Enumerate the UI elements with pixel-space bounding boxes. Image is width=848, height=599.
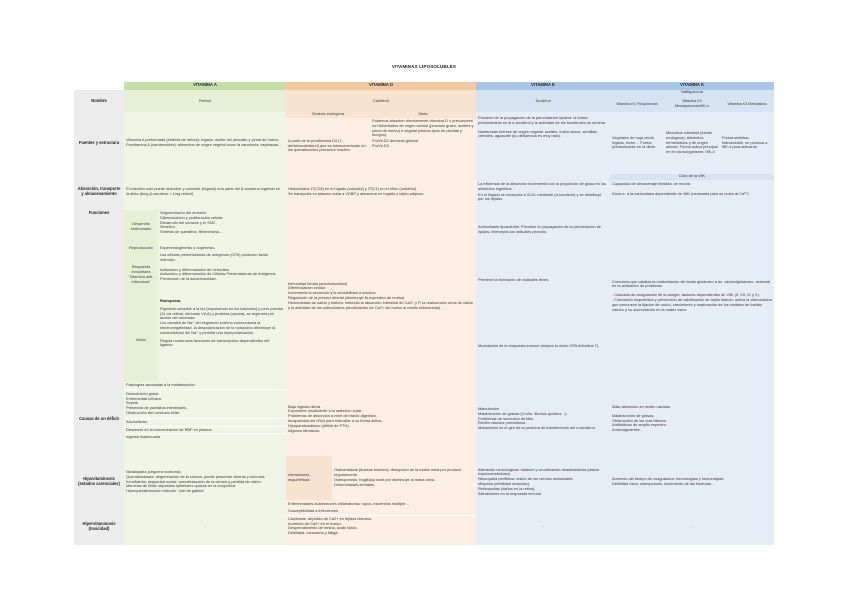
hiper-d-line: Desprendimiento de renina, ácido lípido. [288,525,358,531]
causas-k-line: Malabsorción de grasas. [612,412,655,418]
hipo-k-line: Debilidad ósea, osteoporosis, incremento de las fracturas… [612,481,715,486]
fuentes-vitamin-a [124,112,286,174]
hiper-d-line: Debilidad, cansancio y fatiga. [288,530,339,536]
absorcion-k-line: Dona e- a la carboxilasa dependiente de VitK (necesaria para su unión al Ca²⁺) [612,190,749,196]
func-a-respuesta [158,252,286,298]
causas-vitamin-e [476,382,610,456]
func-d-line: Regulación de la presión arterial (disminuye la expresión de renina). [288,295,406,300]
causas-d-line: Hipoparatiroidismo (déficit de PTH). [288,422,350,428]
func-k-line: Coenzima que cataliza la carboxilación del ácido glutámico a ác. carboxiglutámico, esencial en la activación de proteínas: [612,278,770,289]
nombre-vitamin-k-top: Naftiquinona [610,90,774,96]
func-a-vision-title: Rodopsina. [160,298,182,303]
hipo-d-label: Alteraciones esqueléticas [286,456,332,500]
nombre-vitamin-d: Calciferol [286,90,476,112]
fuentes-d-line: ProVit-D3 [372,142,389,148]
absorcion-vitamin-d [286,174,476,210]
causas-a-line: Patologías asociadas a la malabsorción: [124,382,286,390]
causas-d-line: Baja ingesta dietía. [288,403,322,409]
header-vitamin-e: VITAMINA E [476,82,610,90]
causas-vitamin-a [124,382,286,456]
func-a-reproduccion: Espermatogénesis y oogénesis. [158,244,286,252]
row-label-causas: Causas de un déficit [74,382,124,456]
func-a-desarrollo-line: Diferenciación y proliferación celular. [160,214,224,220]
hipo-k-line: Aumento del tiempo de coagulación: hemorragias y hemorragias. [612,476,725,482]
hipo-d-line: Osteoporosis: fragilidad ósea por disminuye la masa ósea. [334,477,435,482]
func-a-vision-label: Visión [124,298,158,382]
absorcion-vitamin-k [610,180,774,210]
func-k-line: - Formación esquelética y prevención de calcificación de tejido blando: activa la osteocalcina que promueve la fijación de calcio, crecimiento y maduración de los cristales de fosfato cálcico y su acumulación en la matriz ósea. [612,297,772,312]
vitamins-table [74,82,774,545]
func-d-line: Inmunidad innata (autoinmunidad) [288,280,348,286]
hipo-a-line: Manchas de Bitot: depósitos epiteliales opacos en la conjuntiva. [126,483,237,489]
func-a-desarrollo-line: Síntesis de queratina, fibronectina… [160,229,223,235]
func-a-desarrollo-label: Desarrollo embrionario [124,210,158,244]
hipo-d-line: Osteomalacia (huesos blandos): disrupción de la matriz ósea por producir regularmente. [334,467,462,478]
absorcion-e-line: En el hígado se incorpora a VLDL mediante (α-tocoferol) y se distribuye por los tejidos. [478,191,602,202]
hipo-e-line: Miopatía (debilidad muscular). [478,481,531,486]
fuentes-d-line: ProVit-D2 derivado glicerol [372,138,419,144]
func-a-respuesta-line: Las células presentadoras de antígenos (CPA) producen ácido retinoico. [160,252,269,262]
causas-d-line: Problemas de absorción a nivel del tracto digestivo. [288,413,377,419]
hiper-d-line: Calcinosis: depósito de Ca2+ en tejidos blandos. [288,515,373,521]
func-a-desarrollo [158,210,286,244]
causas-e-line: Mutaciones en el gen de la proteína de transferencia del α-tocoferol. [478,425,596,431]
func-a-respuesta-line: Activación y diferenciación de Células Presentadoras de Antígenos. [160,271,277,277]
func-d-line: Incrementa la secreción y la sensibilidad a insulina. [288,290,377,296]
row-label-absorcion: Absorción, transporte y almacenamiento [74,174,124,210]
funciones-e-antioxidante: Antioxidante liposoluble: Previene la propagación de la peroxidación de lípidos, intercepta los radicales peroxilo. [476,210,610,250]
hiper-d-line: Susceptibilidad a infecciones [286,508,476,516]
hipo-vitamin-k [610,456,774,508]
causas-e-line: Recién nacidos prematuros. [478,420,527,426]
absorcion-vitamin-e [476,174,610,210]
causas-a-line: Enfermedad celíaca. [126,395,162,401]
causas-d-line: Algunos fármacos. [288,427,321,433]
fuentes-vitamin-e [476,112,610,174]
causas-a-line: Obstrucción del conducto biliar. [126,409,181,415]
fuentes-vitamin-k1: Vegetales de hoja verde, hígado, leche… Forma predominante en la dieta [610,112,664,174]
func-a-reproduccion-label: Reproducción [124,244,158,252]
funciones-vitamin-d [286,210,476,382]
fuentes-vitamin-k3: Forma sintética, hidrosoluble, se procesa a MK-4 para activarse. [720,112,774,174]
causas-a-line: Descenso en la concentración de RBP en plasma. [124,427,286,435]
func-d-line: Diferenciación celular. [288,285,327,291]
funciones-e-radicales: Previene la formación de radicales libres. [476,250,610,310]
func-d-line: Homeostasis de calcio y fósforo: estimula la absorción intestinal de Ca2+ y P, la reabsorción renal de calcio y la actividad de los osteoclastos (movilización de Ca2+ del hueso al medio extracelular). [288,299,473,310]
hipo-vitamin-d [332,456,476,500]
hipo-a-line: Hiperqueratinización folicular: "piel de gallina" [126,488,205,494]
hipo-e-line: Alteraciones en la respuesta inmune. [478,490,543,496]
absorcion-k-ciclo: Ciclo de la VitK [610,174,774,180]
func-a-vision [158,298,286,382]
func-a-respuesta-line: Prevención de la autoinmunidad. [160,276,217,282]
hiper-d-line: Aumento de Ca2+ en el hueso. [288,520,342,526]
hipo-e-line: Retinopatías (daños en la retina). [478,485,536,491]
func-a-desarrollo-line: Simetría. [160,224,176,230]
causas-e-line: Malabsorción de grasas (Crohn, fibrosis quística…). [478,410,568,416]
fuentes-vitamin-d-dieta [370,118,476,174]
causas-vitamin-d [286,382,476,456]
fuentes-d-sub-endogena: Síntesis endógena [286,112,370,118]
nombre-vitamin-k3: Vitamina K3 Menadiona [720,96,774,112]
page-title: VITAMINAS LIPOSOLUBLES [391,64,457,69]
fuentes-d-sub-dieta: Dieta [370,112,476,118]
nombre-vitamin-e: Tocoferol [476,90,610,112]
hipo-d-line: Deformidades dentales. [334,481,376,487]
row-label-fuentes: Fuentes y estructura [74,112,124,174]
hipo-e-line: Alteración neurológicas: balance y coordinación deambulatoria (ataxia espinocerebelosa). [478,466,599,477]
func-k-line: - Cascada de coagulación de la sangre: factores dependientes de VitK (II, VII, IX y X). [612,292,760,298]
func-a-respuesta-label: Respuesta inmunitaria "Vitamina anti-infecciosa" [124,252,158,298]
hipo-a-line: Nictalopatía (ceguera nocturna). [126,469,182,474]
hipo-a-line: Queratomalacia: degeneración de la córnea, puede presentar úlceras y necrosis. [126,473,266,479]
causas-e-line: Malnutrición. [478,406,501,411]
nombre-vitamin-k2: Vitamina K2 Menaquinonas/MK-n [664,96,720,112]
causas-vitamin-k [610,382,774,456]
hiper-vitamin-d [286,508,476,545]
hiper-vitamin-k: - [610,508,774,545]
funciones-e-inmune: Modulación de la respuesta inmune (mejora la unión CPA-linfocitos T). [476,310,610,382]
causas-k-line: Anticoagulantes. [612,427,641,433]
row-label-funciones: Funciones [74,210,124,382]
hiper-vitamin-a: - [124,508,286,545]
causas-a-line: Ingesta inadecuada [126,434,160,440]
causas-d-line: Exposición insuficiente a la radiación solar. [288,408,362,414]
func-a-desarrollo-line: Segmentación del embrión. [160,210,208,215]
causas-a-line: Presencia de parásitos intestinales. [126,405,188,411]
causas-k-line: Antibióticos de amplio espectro. [612,422,667,428]
causas-a-line: Sepsis. [126,400,139,406]
causas-d-line: Incapacidad del riñón para hidroxilar a su forma activa. [288,418,383,423]
func-a-respuesta-line: Activación y diferenciación de Linfocitos. [160,266,230,272]
fuentes-e-line: Numerosas fuentes de origen vegetal: aceites, frutos secos, semillas, cereales, aguacate (su deficiencia es muy rara). [478,128,598,139]
func-a-vision-line: Los canales de Na⁺ del segmento externo conmunicara la electronegatividad, la despolarización de la rodopsina disminuye la conductividad del Na⁺ y permite una hiperpolarización. [160,320,276,335]
nombre-vitamin-k1: Vitamina K1 Filoquinonas [610,96,664,112]
absorcion-vitamin-a: El intestino solo puede absorber y convertir (hígado) una parte del β-caroteno ingerido en la dieta (6mg β-caroteno = 1mg retinol) [124,174,286,210]
fuentes-a-line: Provitamina A (carotenoides): alimentos de origen vegetal como la zanahoria, espinacas… [126,142,282,147]
fuentes-a-line: Vitamina A preformada (ésteres de retinol): hígado, aceite del pescado y yema de huevo. [126,137,280,143]
causas-a-line: Desnutrición grave. [126,390,160,396]
fuentes-d-line: Podemos absorber directamente vitamina D o precursores no hidroxilados de origen animal (pescado graso, aceites y yema de huevo) o vegetal (ciertos tipos de plantas y hongos). [372,118,474,138]
func-a-desarrollo-line: Desarrollo del corazón y el SNC. [160,219,217,225]
hipo-vitamin-a [124,456,286,508]
funciones-vitamin-k [610,210,774,382]
causas-k-line: Mala absorción en recién nacidos. [612,404,672,409]
fuentes-e-line: Proviene de la propagación de la peroxidación lipídica: la forma predominante es el α-tocoferol y la actividad de los tocoferoles es mínima. [478,115,606,125]
row-label-hipovitaminosis: Hipovitaminosis (estados carenciales) [74,456,124,508]
hipo-a-line: Xeroftalmia: sequedad ocular, queratinización de la córnea y pérdida de visión. [126,478,262,484]
hipo-e-line: Neuropatía periférica: lesión de los nervios sensoriales. [478,476,574,482]
hipo-vitamin-e [476,456,610,508]
header-vitamin-d: VITAMINA D [286,82,476,90]
absorcion-d-line: Hidroxilados 1º(C25) en el hígado (calcidiol) y 2º(C1) en el riñón (calcitriol). [288,186,418,192]
absorcion-k-line: Capacidad de almacenaje limitada, se recicla. [612,181,692,186]
func-a-vision-line: Pigmento sensible a la luz (importancia en los bastones) y pero precisa (11-cis retinal, derivado Vit-A) y proteína (opsina), se regenera por acción del necrosas. [160,305,283,321]
row-label-hipervitaminosis: Hipervitaminosis (toxicidad) [74,508,124,545]
absorcion-e-line: La eficiencia de la absorción incrementa con la proporción de grasa en los alimentos ingeridos. [478,180,607,191]
header-vitamin-k: VITAMINA K [610,82,774,90]
fuentes-vitamin-k2: Microbios intestinal (fuente endógena), alimentos fermentados y de origen animal. Forma activa principal en el microorganismo: MK-4 [664,112,720,174]
header-vitamin-a: VITAMINA A [124,82,286,90]
hiper-vitamin-e: - [476,508,610,545]
func-a-vision-line: Regula numerosas facciones de transcripción dependientes del ligando. [160,337,270,348]
hipo-d-autoinmunes: Enfermedades autoinmunes inflamatorias: lupus, esclerosis múltiple… [286,500,476,508]
causas-e-line: Problemas de secreción de bilis. [478,415,535,421]
absorcion-d-line: Se transporta en plasma unida a VDBP y almacena en hígado y tejido adiposo. [288,191,425,196]
causas-a-line: Alcoholismo. [124,419,286,427]
row-label-nombre: Nombre [74,90,124,112]
causas-k-line: Obstrucción de las vías biliares. [612,417,667,423]
nombre-vitamin-a: Retinol [124,90,286,112]
fuentes-vitamin-d-endogena: A partir de la provitamina D3 (7-dehidrocolesterol) que es fotoisomerizado en los queratinocitos precursor inactivo [286,118,370,174]
